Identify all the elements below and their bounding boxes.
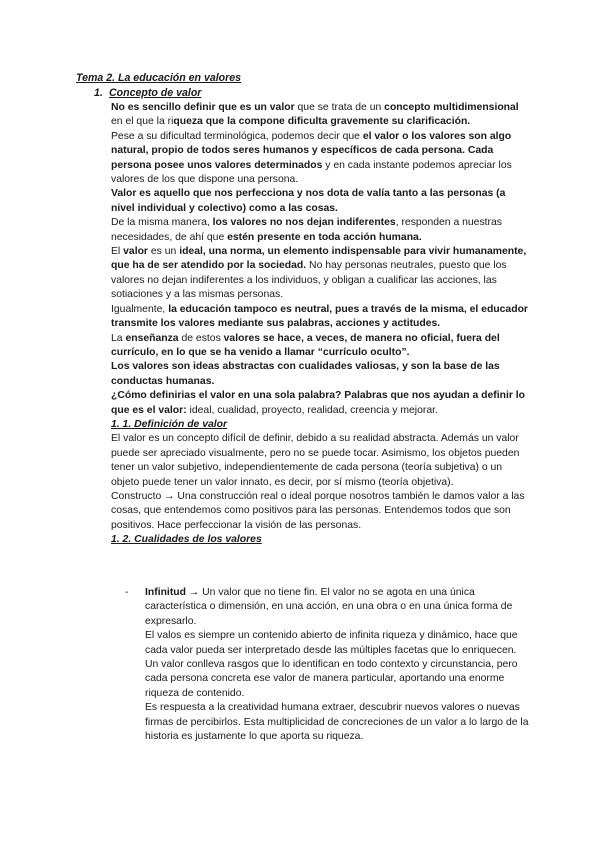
- paragraph: ¿Cómo definirias el valor en una sola palabra? Palabras que nos ayudan a definir lo que es el valor: ideal, cualidad, proyecto, realidad, creencia y mejorar.: [111, 390, 526, 416]
- bullet-term: Infinitud: [145, 587, 186, 598]
- paragraph: Infinitud → Un valor que no tiene fin. El valor no se agota en una única característica o dimensión, en una acción, en una obra o en una única forma de expresarlo.: [145, 587, 513, 627]
- paragraph: No es sencillo definir que es un valor que se trata de un concepto multidimensional en el que la riqueza que la compone dificulta gravemente su clarificación.: [111, 102, 519, 128]
- paragraph: Igualmente, la educación tampoco es neutral, pues a través de la misma, el educador transmite los valores mediante sus palabras, acciones y actitudes.: [111, 303, 528, 330]
- paragraph: Pese a su dificultad terminológica, podemos decir que el valor o los valores son algo natural, propio de todos seres humanos y específicos de cada persona. Cada persona posee unos valores determinados y en cada instante podemos apreciar los valores de los que dispone una persona.: [111, 130, 512, 186]
- section-title: Concepto de valor: [109, 87, 202, 99]
- subsection-heading: 1. 2. Cualidades de los valores: [111, 534, 262, 546]
- paragraph: Es respuesta a la creatividad humana extraer, descubrir nuevos valores o nuevas firmas de percibirlos. Esta multiplicidad de concreciones de un valor a lo largo de la historia es justamente lo que aporta su riqueza.: [145, 702, 529, 743]
- subsection-heading: 1. 1. Definición de valor: [111, 418, 228, 430]
- paragraph: El valos es siempre un contenido abierto de infinita riqueza y dinámico, hace que cada valor pueda ser interpretado desde las múltiples facetas que lo enriquecen.: [145, 630, 518, 656]
- paragraph: De la misma manera, los valores no nos dejan indiferentes, responden a nuestras necesidades, de ahí que estén presente en toda acción humana.: [111, 217, 502, 243]
- bullet-dash: -: [125, 587, 129, 598]
- paragraph: Valor es aquello que nos perfecciona y nos dota de valía tanto a las personas (a nivel individual y colectivo) como a las cosas.: [111, 188, 506, 214]
- document-title: Tema 2. La educación en valores: [76, 72, 242, 84]
- list-item: [125, 586, 535, 744]
- paragraph: El valor es un ideal, una norma, un elemento indispensable para vivir humanamente, que ha de ser atendido por la sociedad. No hay personas neutrales, puesto que los valores no dejan indiferentes a los individuos, y obligan a cualificar las acciones, las sotiaciones y a las mismas personas.: [111, 246, 527, 301]
- paragraph: El valor es un concepto difícil de definir, debido a su realidad abstracta. Además un valor puede ser apreciado visualmente, pero no se puede tocar. Asimismo, los objetos pueden tener un valor subjetivo, independientemente de cada persona (teoría subjetiva) o un objeto puede tener un valor innato, es decir, por sí mismo (teoría objetiva).: [111, 433, 520, 488]
- section-body: [111, 101, 531, 548]
- paragraph: Un valor conlleva rasgos que lo identifican en todo contexto y circunstancia, pero cada persona concreta ese valor de manera particular, aportando una enorme riqueza de contenido.: [145, 659, 518, 699]
- paragraph: Los valores son ideas abstractas con cualidades valiosas, y son la base de las conductas humanas.: [111, 361, 500, 387]
- bullet-list: [125, 586, 535, 744]
- paragraph: La enseñanza de estos valores se hace, a veces, de manera no oficial, fuera del currículo, en lo que se ha venido a llamar “currículo oculto”.: [111, 332, 500, 358]
- section-heading: [94, 86, 201, 100]
- section-number: 1.: [94, 87, 103, 99]
- bullet-content: [145, 586, 535, 744]
- paragraph: Constructo → Una construcción real o ideal porque nosotros también le damos valor a las cosas, que entendemos como positivos para las personas. Entendemos todos que son positivos. Hace perfeccionar la visión de las personas.: [111, 490, 525, 531]
